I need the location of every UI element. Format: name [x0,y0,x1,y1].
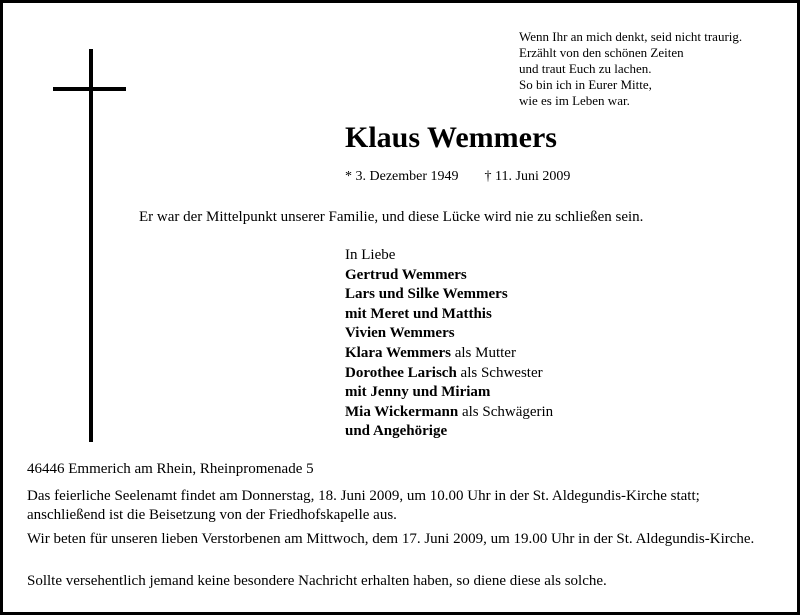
birth-date: * 3. Dezember 1949 [345,169,459,184]
mourner-name: Mia Wickermann [345,403,459,420]
closing-notice: Sollte versehentlich jemand keine besondere Nachricht erhalten haben, so diene diese als solche. [27,573,607,589]
mourner-row [345,285,553,305]
mourner-row [345,364,553,384]
mourner-role: als Mutter [454,344,516,361]
mourner-row [345,324,553,344]
tagline: Er war der Mittelpunkt unserer Familie, und diese Lücke wird nie zu schließen sein. [139,209,644,225]
poem-line: und traut Euch zu lachen. [519,61,652,76]
mourner-row [345,266,553,286]
death-date: † 11. Juni 2009 [484,169,571,184]
mourner-row [345,403,553,423]
poem-line: wie es im Leben war. [519,93,630,108]
mourner-name: und Angehörige [345,423,448,440]
poem-line: So bin ich in Eurer Mitte, [519,77,652,92]
mourner-row [345,383,553,403]
mourner-role: als Schwester [460,364,543,381]
life-dates [345,169,570,185]
mourners-list [345,246,553,442]
poem-line: Wenn Ihr an mich denkt, seid nicht traurig. [519,29,743,44]
mourner-name: mit Jenny und Miriam [345,384,491,401]
mourner-name: Klara Wemmers [345,344,451,361]
mourners-intro: In Liebe [345,247,396,263]
mourner-row [345,305,553,325]
poem-line: Erzählt von den schönen Zeiten [519,45,684,60]
deceased-name: Klaus Wemmers [345,121,557,154]
mourner-name: Vivien Wemmers [345,325,455,342]
prayer-notice: Wir beten für unseren lieben Verstorbenen am Mittwoch, dem 17. Juni 2009, um 19.00 Uhr in der St. Aldegundis-Kirche. [27,531,755,547]
cross-vertical-bar [89,49,93,442]
mourner-row [345,344,553,364]
mourner-name: Lars und Silke Wemmers [345,286,508,303]
cross-horizontal-bar [53,87,126,91]
mourner-role: als Schwägerin [461,403,554,420]
requiem-notice: Das feierliche Seelenamt findet am Donnerstag, 18. Juni 2009, um 10.00 Uhr in der St. Aldegundis-Kirche statt; anschließend ist die Beisetzung von der Friedhofskapelle aus. [27,488,700,523]
mourner-name: mit Meret und Matthis [345,305,492,322]
family-address: 46446 Emmerich am Rhein, Rheinpromenade 5 [27,461,314,477]
mourner-row [345,422,553,442]
mourner-name: Dorothee Larisch [345,364,457,381]
mourner-name: Gertrud Wemmers [345,266,467,283]
poem [519,29,742,109]
